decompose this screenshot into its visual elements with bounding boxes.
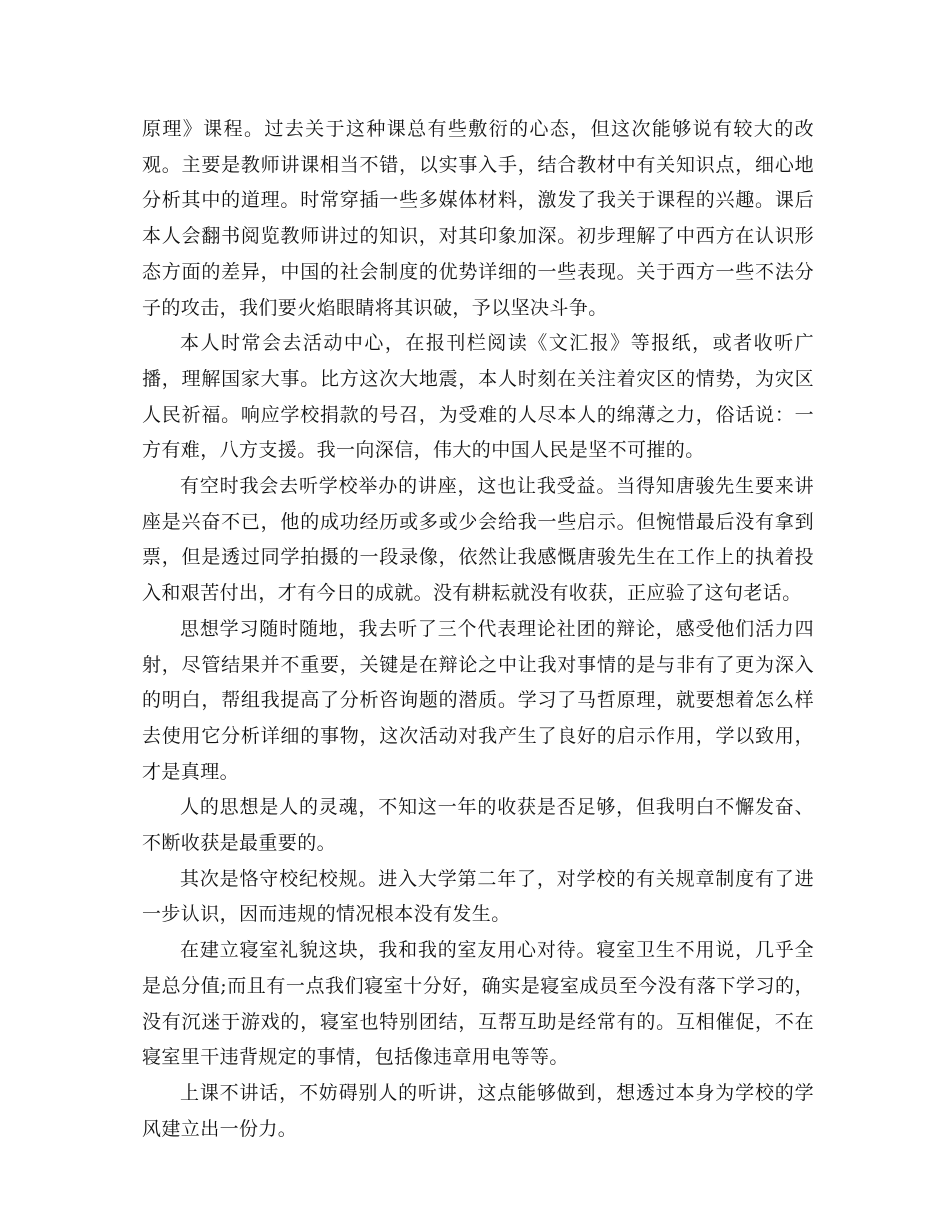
paragraph-5: 人的思想是人的灵魂，不知这一年的收获是否足够，但我明白不懈发奋、不断收获是最重要的。 (142, 796, 814, 855)
paragraph-3: 有空时我会去听学校举办的讲座，这也让我受益。当得知唐骏先生要来讲座是兴奋不已，他的成功经历或多或少会给我一些启示。但惋惜最后没有拿到票，但是透过同学拍摄的一段录像，依然让我感慨唐骏先生在工作上的执着投入和艰苦付出，才有今日的成就。没有耕耘就没有收获，正应验了这句老话。 (142, 475, 814, 605)
paragraph-7: 在建立寝室礼貌这块，我和我的室友用心对待。寝室卫生不用说，几乎全是总分值;而且有一点我们寝室十分好，确实是寝室成员至今没有落下学习的，没有沉迷于游戏的，寝室也特别团结，互帮互助是经常有的。互相催促，不在寝室里干违背规定的事情，包括像违章用电等等。 (142, 939, 814, 1069)
paragraph-8: 上课不讲话，不妨碍别人的听讲，这点能够做到，想透过本身为学校的学风建立出一份力。 (142, 1081, 814, 1140)
paragraph-1: 原理》课程。过去关于这种课总有些敷衍的心态，但这次能够说有较大的改观。主要是教师讲课相当不错，以实事入手，结合教材中有关知识点，细心地分析其中的道理。时常穿插一些多媒体材料，激发了我关于课程的兴趣。课后本人会翻书阅览教师讲过的知识，对其印象加深。初步理解了中西方在认识形态方面的差异，中国的社会制度的优势详细的一些表现。关于西方一些不法分子的攻击，我们要火焰眼睛将其识破，予以坚决斗争。 (142, 118, 814, 319)
paragraph-2: 本人时常会去活动中心，在报刊栏阅读《文汇报》等报纸，或者收听广播，理解国家大事。比方这次大地震，本人时刻在关注着灾区的情势，为灾区人民祈福。响应学校捐款的号召，为受难的人尽本人的绵薄之力，俗话说：一方有难，八方支援。我一向深信，伟大的中国人民是坚不可摧的。 (142, 332, 814, 462)
document-body (142, 112, 814, 1147)
paragraph-6: 其次是恪守校纪校规。进入大学第二年了，对学校的有关规章制度有了进一步认识，因而违规的情况根本没有发生。 (142, 867, 814, 926)
paragraph-4: 思想学习随时随地，我去听了三个代表理论社团的辩论，感受他们活力四射，尽管结果并不重要，关键是在辩论之中让我对事情的是与非有了更为深入的明白，帮组我提高了分析咨询题的潜质。学习了马哲原理，就要想着怎么样去使用它分析详细的事物，这次活动对我产生了良好的启示作用，学以致用，才是真理。 (142, 617, 814, 783)
